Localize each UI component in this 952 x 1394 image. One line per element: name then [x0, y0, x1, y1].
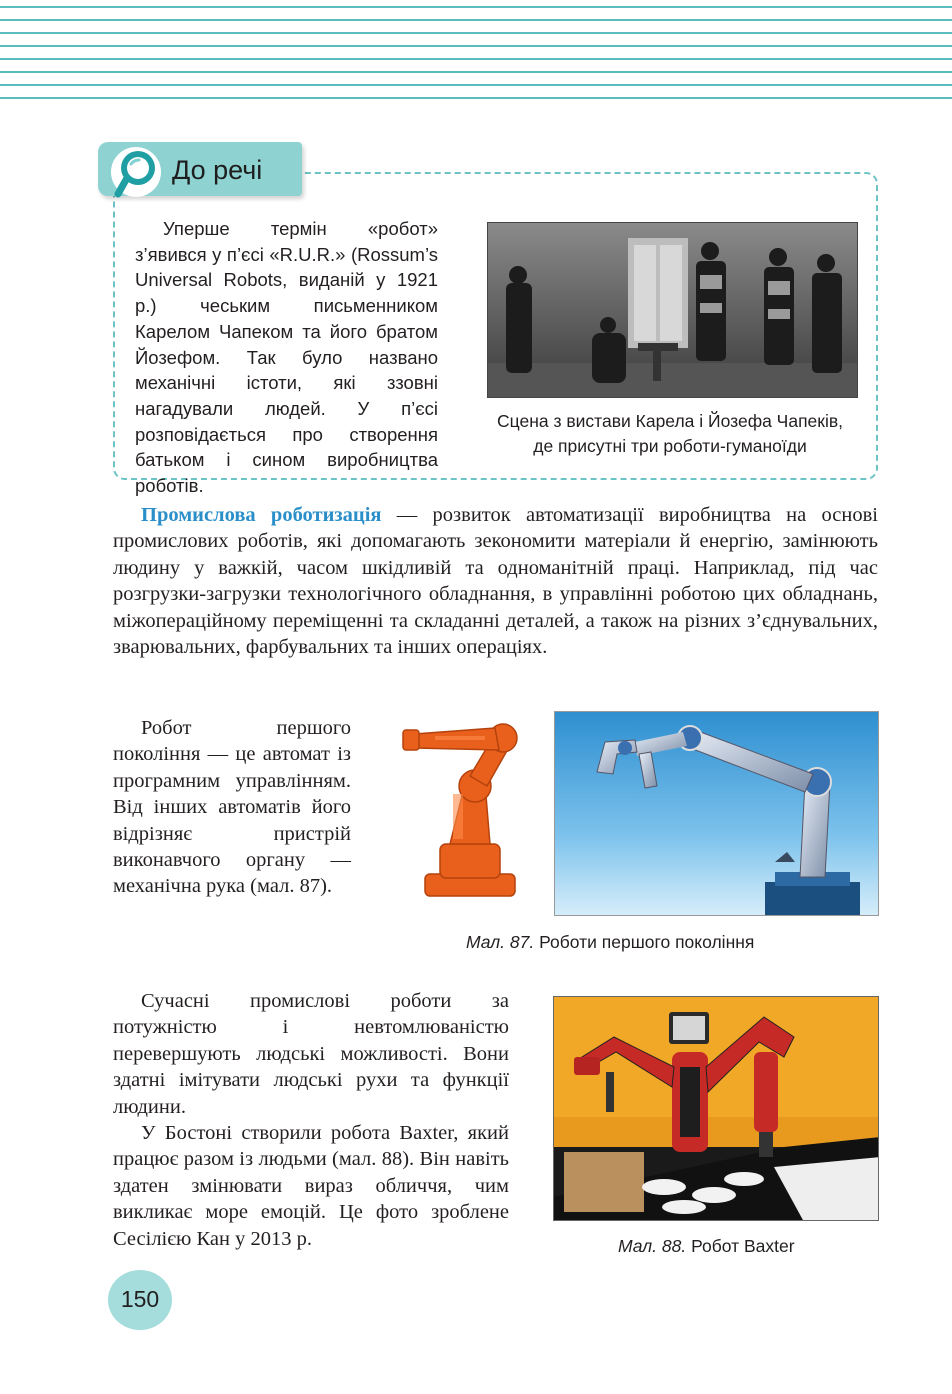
blue-robotic-arm-image — [554, 711, 879, 916]
orange-industrial-robot-image — [395, 714, 543, 904]
did-you-know-paragraph: Уперше термін «робот» з’явився у п’єсі «R.U.R.» (Rossum’s Universal Robots, виданій у 1921 р.) чеським письменником Карелом Чапеком та його братом Йозефом. Так було названо механічні істоти, які ззовні нагадували людей. У п’єсі розповідається про створення батьком і сином виробництва роботів. — [135, 218, 438, 497]
modern-robots-text: Сучасні промислові роботи за потужністю і невтомлюваністю перевершують людські можливості. Вони здатні імітувати людські рухи та функції людини. — [113, 990, 509, 1118]
did-you-know-text — [135, 216, 438, 499]
first-generation-text: Робот першого покоління — це автомат із програмним управлінням. Від інших автоматів його відрізняє пристрій виконавчого органу — механічна рука (мал. 87). — [113, 717, 351, 898]
definition-paragraph — [113, 502, 878, 660]
definition-text: — розвиток автоматизації виробництва на основі промислових роботів, які допомагають зекономити матеріали й енергію, замінюють людину у важкій, часом шкідливій та одноманітній праці. Наприклад, під час розгрузки-загрузки технологічного обладнання, в управлінні роботою цих обладнань, міжопераційному переміщенні та складанні деталей, а також на різних з’єднувальних, зварювальних, фарбувальних та інших операціях. — [113, 504, 878, 659]
fig88-caption — [618, 1233, 795, 1259]
baxter-robot-photo — [553, 996, 879, 1221]
header-stripes — [0, 0, 952, 110]
rur-play-photo — [487, 222, 858, 398]
fig87-label: Мал. 87. — [466, 932, 535, 952]
modern-robots-section — [113, 988, 509, 1252]
page-number: 150 — [120, 1286, 160, 1312]
first-generation-paragraph — [113, 715, 351, 900]
term-industrial-robotization: Промислова роботизація — [141, 504, 382, 526]
rur-caption-line2: де присутні три роботи-гуманоїди — [533, 436, 807, 456]
rur-photo-caption — [470, 409, 870, 459]
did-you-know-title: До речі — [172, 155, 263, 185]
magnifier-icon — [104, 142, 166, 204]
rur-caption-line1: Сцена з вистави Карела і Йозефа Чапеків, — [497, 411, 843, 431]
fig88-text: Робот Baxter — [686, 1236, 795, 1256]
baxter-text: У Бостоні створили робота Baxter, який працює разом із людьми (мал. 88). Він навіть здатен змінювати вираз обличчя, чим викликає море емоцій. Це фото зроблене Сесілією Кан у 2013 р. — [113, 1122, 509, 1250]
fig87-caption — [466, 929, 754, 955]
fig87-text: Роботи першого покоління — [534, 932, 755, 952]
fig88-label: Мал. 88. — [618, 1236, 687, 1256]
